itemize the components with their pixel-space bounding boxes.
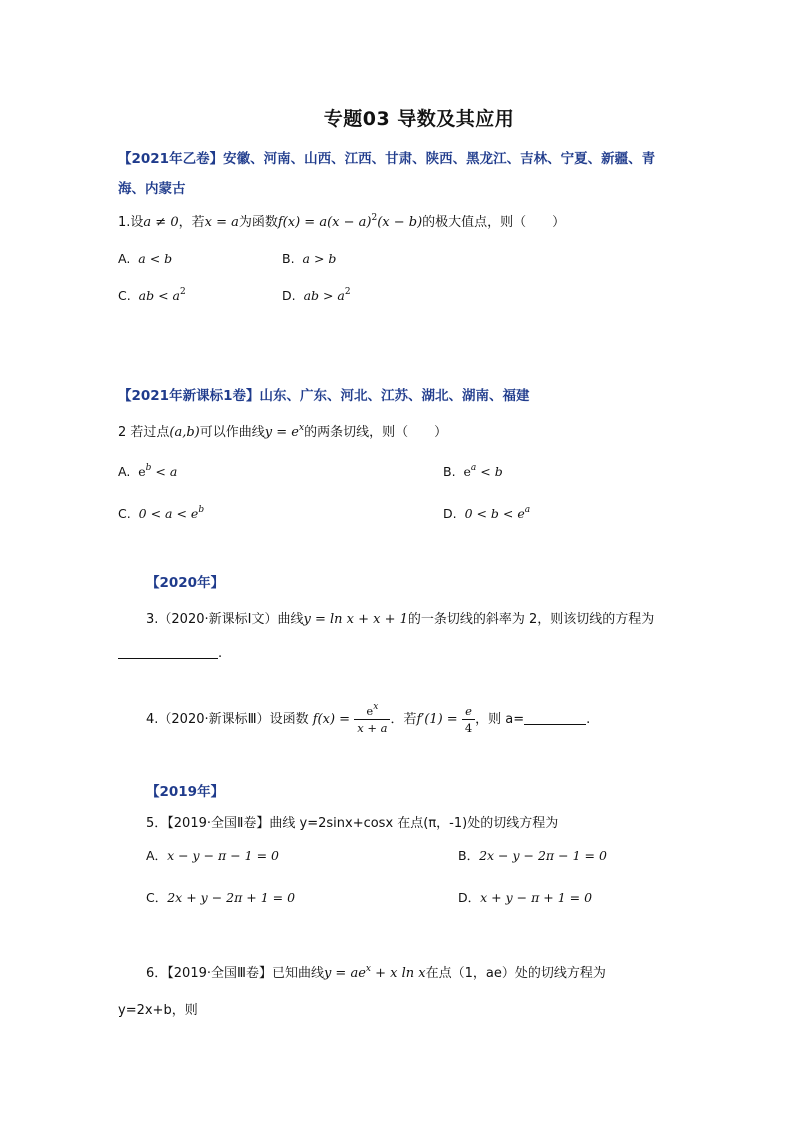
q1-option-c-sup: 2 bbox=[179, 287, 186, 297]
q6-line2: y=2x+b，则 bbox=[118, 1003, 198, 1018]
q5-option-a bbox=[146, 846, 279, 864]
q2-option-b-rest: < b bbox=[476, 464, 503, 479]
q1-sq: 2 bbox=[371, 213, 378, 223]
q1-option-a-label: A. bbox=[118, 251, 131, 266]
question-6 bbox=[146, 962, 606, 981]
q2-option-b bbox=[443, 464, 503, 479]
q6-tail: 在点（1，ae）处的切线方程为 bbox=[425, 966, 606, 981]
q5-option-b-label: B． bbox=[458, 848, 480, 863]
q5-option-c bbox=[146, 888, 295, 906]
q1-option-b-label: B. bbox=[282, 251, 295, 266]
q4-mid: ．若 bbox=[390, 712, 417, 727]
q4-prefix: 4.（2020·新课标Ⅲ）设函数 bbox=[146, 712, 309, 727]
q1-mid2: 为函数 bbox=[238, 215, 278, 230]
q6-curve-rest: + x ln x bbox=[370, 966, 426, 981]
q3-tail: 的一条切线的斜率为 2，则该切线的方程为 bbox=[407, 612, 655, 627]
q5-option-b-expr: 2x − y − 2π − 1 = 0 bbox=[479, 848, 607, 863]
section-header-2021-yi: 【2021年乙卷】安徽、河南、山西、江西、甘肃、陕西、黑龙江、吉林、宁夏、新疆、青 bbox=[118, 151, 656, 167]
q5-option-d-expr: x + y − π + 1 = 0 bbox=[480, 890, 593, 905]
q1-option-a-expr: a < b bbox=[138, 251, 173, 266]
q1-tail: 的极大值点，则（ ） bbox=[422, 215, 566, 230]
q2-prefix: 2 若过点 bbox=[118, 425, 170, 440]
q4-cond-fraction bbox=[462, 704, 475, 735]
q5-option-c-expr: 2x + y − 2π + 1 = 0 bbox=[167, 890, 296, 905]
q1-option-d bbox=[282, 288, 351, 303]
q2-option-c bbox=[118, 506, 204, 521]
q4-cond-num: e bbox=[462, 704, 475, 720]
q2-option-b-sup: a bbox=[470, 463, 477, 473]
q2-option-a-label: A. bbox=[118, 464, 131, 479]
q2-option-c-label: C. bbox=[118, 506, 131, 521]
q5-option-d bbox=[458, 888, 592, 906]
q2-curve: y = e bbox=[264, 425, 299, 440]
section-header-2020: 【2020年】 bbox=[146, 575, 225, 591]
question-2 bbox=[118, 421, 447, 440]
q1-option-c bbox=[118, 288, 186, 303]
q2-option-b-base: e bbox=[463, 464, 471, 479]
q5-option-a-expr: x − y − π − 1 = 0 bbox=[167, 848, 279, 863]
q2-option-a-rest: < a bbox=[151, 464, 178, 479]
q2-tail: 的两条切线，则（ ） bbox=[304, 425, 448, 440]
section-header-2019: 【2019年】 bbox=[146, 784, 225, 800]
q1-option-a bbox=[118, 251, 172, 266]
q6-curve-sup: x bbox=[365, 964, 371, 974]
q1-func: f(x) = a(x − a) bbox=[277, 215, 372, 230]
q4-cond-den: 4 bbox=[464, 721, 473, 735]
q5-option-d-label: D． bbox=[458, 890, 481, 905]
q4-cond: f′(1) = bbox=[416, 712, 458, 727]
q2-option-b-label: B. bbox=[443, 464, 456, 479]
q2-option-d bbox=[443, 506, 530, 521]
q2-option-d-sup: a bbox=[524, 505, 531, 515]
q5-option-c-label: C． bbox=[146, 890, 168, 905]
section-header-2021-yi-cont: 海、内蒙古 bbox=[118, 181, 186, 197]
q4-fraction bbox=[354, 704, 390, 735]
q1-func-tail: (x − b) bbox=[377, 215, 423, 230]
question-3 bbox=[146, 608, 654, 627]
q2-option-c-expr: 0 < a < e bbox=[138, 506, 199, 521]
q2-option-a bbox=[118, 464, 177, 479]
q4-tail: ，则 a= bbox=[475, 712, 525, 727]
q4-answer-blank[interactable] bbox=[524, 712, 586, 725]
q6-curve: y = ae bbox=[323, 966, 366, 981]
q1-option-b-expr: a > b bbox=[302, 251, 337, 266]
q2-option-c-sup: b bbox=[198, 505, 205, 515]
q1-prefix: 1.设 bbox=[118, 215, 144, 230]
q1-xa: x = a bbox=[204, 215, 239, 230]
q2-option-a-sup: b bbox=[145, 463, 152, 473]
q1-option-d-label: D. bbox=[282, 288, 296, 303]
question-5: 5．【2019·全国Ⅱ卷】曲线 y=2sinx+cosx 在点(π，-1)处的切线方程为 bbox=[146, 816, 559, 831]
q4-num: e bbox=[366, 704, 374, 718]
q4-den: x + a bbox=[357, 721, 388, 735]
q4-func: f(x) = bbox=[312, 712, 351, 727]
q3-curve: y = ln x + x + 1 bbox=[303, 612, 408, 627]
q4-end: . bbox=[586, 712, 591, 727]
q3-answer-line bbox=[118, 646, 222, 661]
page-title: 专题03 导数及其应用 bbox=[323, 108, 515, 130]
q6-prefix: 6．【2019·全国Ⅲ卷】已知曲线 bbox=[146, 966, 324, 981]
q2-option-d-label: D. bbox=[443, 506, 457, 521]
q1-option-c-expr: ab < a bbox=[138, 288, 180, 303]
q2-point: (a,b) bbox=[169, 425, 200, 440]
q5-option-a-label: A． bbox=[146, 848, 168, 863]
section-header-2021-new1: 【2021年新课标1卷】山东、广东、河北、江苏、湖北、湖南、福建 bbox=[118, 388, 530, 404]
q2-mid: 可以作曲线 bbox=[199, 425, 265, 440]
q3-answer-blank[interactable] bbox=[118, 646, 218, 659]
q5-option-b bbox=[458, 846, 607, 864]
q1-cond: a ≠ 0 bbox=[143, 215, 179, 230]
q1-mid1: ，若 bbox=[178, 215, 205, 230]
q2-option-d-expr: 0 < b < e bbox=[464, 506, 525, 521]
question-1 bbox=[118, 211, 565, 230]
q2-curve-sup: x bbox=[298, 423, 305, 433]
q1-option-d-sup: 2 bbox=[344, 287, 351, 297]
question-4 bbox=[146, 704, 590, 735]
q1-option-b bbox=[282, 251, 336, 266]
q3-end: . bbox=[218, 646, 223, 661]
q1-option-c-label: C. bbox=[118, 288, 131, 303]
q4-num-sup: x bbox=[373, 702, 379, 712]
q2-option-a-base: e bbox=[138, 464, 146, 479]
q1-option-d-expr: ab > a bbox=[303, 288, 345, 303]
q3-prefix: 3.（2020·新课标Ⅰ文）曲线 bbox=[146, 612, 304, 627]
